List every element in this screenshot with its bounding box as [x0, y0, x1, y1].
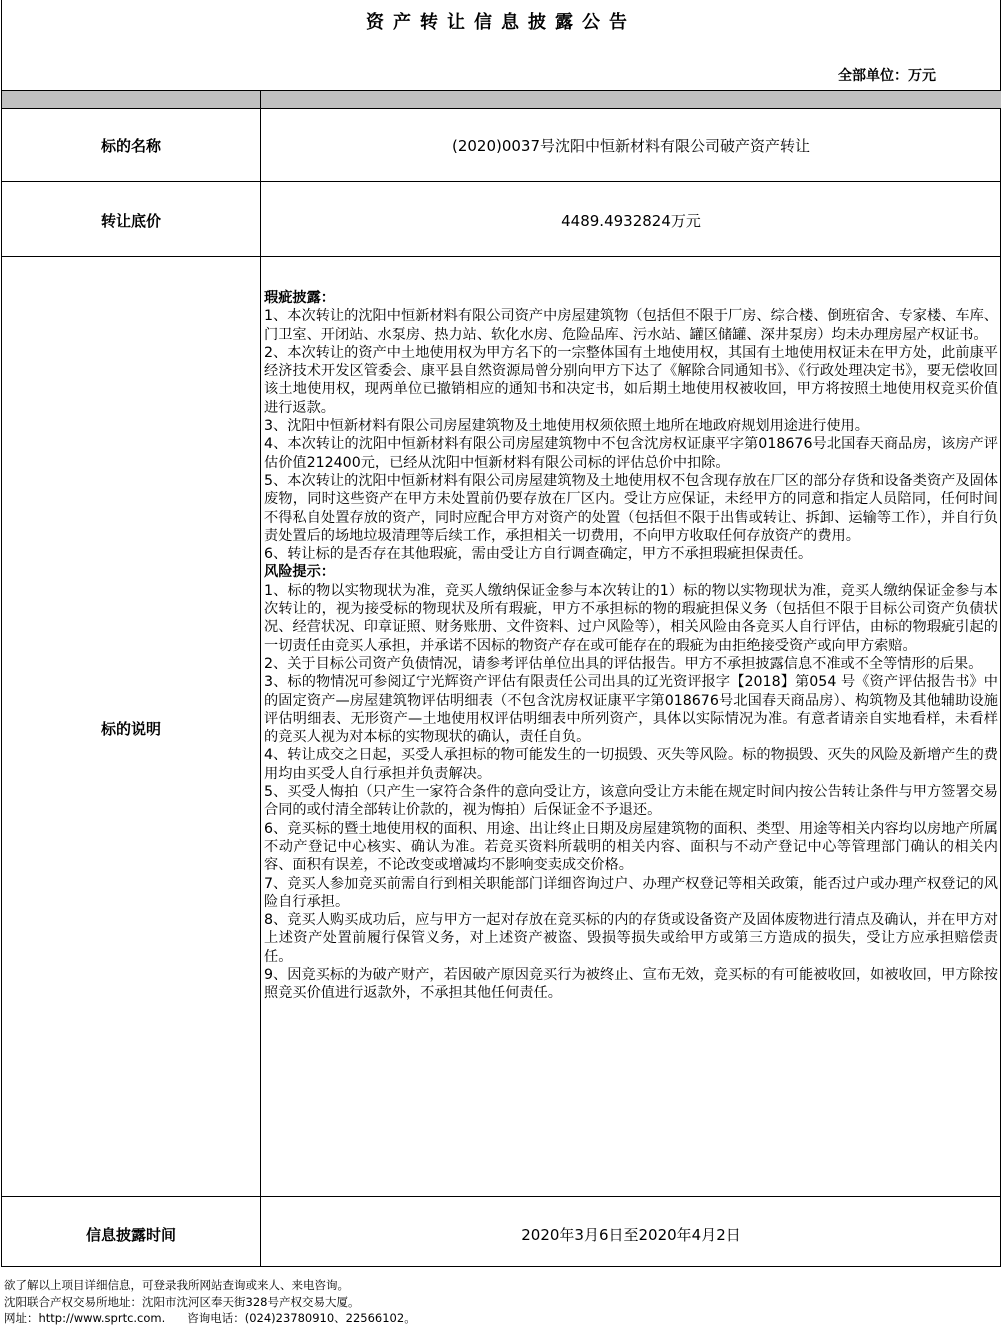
label-description: 标的说明 — [100, 720, 161, 738]
defects-heading: 瑕疵披露： — [264, 290, 335, 306]
band-divider — [260, 90, 261, 109]
label-asset-name: 标的名称 — [100, 137, 161, 155]
defect-item: 1、本次转让的沈阳中恒新材料有限公司资产中房屋建筑物（包括但不限于厂房、综合楼、倒班宿舍、专家楼、车库、门卫室、开闭站、水泵房、热力站、软化水房、危险品库、污水站、罐区储罐、深井泵房）均未办理房屋产权证书。 — [264, 308, 998, 343]
risk-item: 3、标的物情况可参阅辽宁光辉资产评估有限责任公司出具的辽光资评报字【2018】第054 号《资产评估报告书》中的固定资产—房屋建筑物评估明细表（不包含沈房权证康平字第018676号北国春天商品房）、构筑物及其他辅助设施评估明细表、无形资产—土地使用权评估明细表中所列资产，具体以实际情况为准。有意者请亲自实地看样，未看样的竞买人视为对本标的实物现状的确认，责任自负。 — [264, 674, 998, 746]
risk-item: 8、竞买人购买成功后，应与甲方一起对存放在竞买标的内的存货或设备资产及固体废物进行清点及确认，并在甲方对上述资产处置前履行保管义务，对上述资产被盗、毁损等损失或给甲方或第三方造成的损失，受让方应承担赔偿责任。 — [264, 912, 998, 965]
risk-item: 7、竞买人参加竞买前需自行到相关职能部门详细咨询过户、办理产权登记等相关政策，能否过户或办理产权登记的风险自行承担。 — [264, 875, 998, 910]
value-disclosure-period: 2020年3月6日至2020年4月2日 — [521, 1226, 741, 1244]
risks-heading: 风险提示： — [264, 564, 335, 581]
footer-line: 欲了解以上项目详细信息，可登录我所网站查询或来人、来电咨询。 — [4, 1278, 349, 1292]
defect-item: 5、本次转让的沈阳中恒新材料有限公司房屋建筑物及土地使用权不包含现存放在厂区的部分存货和设备类资产及固体废物，同时这些资产在甲方未处置前仍要存放在厂区内。受让方应保证，未经甲方的同意和指定人员陪同，任何时间不得私自处置存放的资产，同时应配合甲方对资产的处置（包括但不限于出售或转让、拆卸、运输等工作），并自行负责处置后的场地垃圾清理等后续工作，承担相关一切费用，不向甲方收取任何存放资产的费用。 — [264, 472, 998, 544]
risk-item: 2、关于目标公司资产负债情况，请参考评估单位出具的评估报告。甲方不承担披露信息不准或不全等情形的后果。 — [264, 655, 983, 672]
value-reserve-price: 4489.4932824万元 — [561, 212, 701, 230]
description-body — [264, 289, 998, 1003]
footer-address: 沈阳联合产权交易所地址：沈阳市沈河区奉天街328号产权交易大厦。 — [4, 1294, 360, 1309]
footer-note — [4, 1277, 416, 1327]
label-disclosure-period: 信息披露时间 — [85, 1226, 176, 1244]
value-asset-name: (2020)0037号沈阳中恒新材料有限公司破产资产转让 — [451, 137, 811, 155]
defect-item: 4、本次转让的沈阳中恒新材料有限公司房屋建筑物中不包含沈房权证康平字第018676号北国春天商品房，该房产评估价值212400元，已经从沈阳中恒新材料有限公司标的评估总价中扣除。 — [264, 436, 998, 471]
footer-contact: 网址：http://www.sprtc.com. 咨询电话：(024)23780910、22566102。 — [4, 1311, 416, 1325]
row-sep-3 — [1, 1196, 1001, 1197]
row-sep-2 — [1, 256, 1001, 257]
risk-item: 4、转让成交之日起，买受人承担标的物可能发生的一切损毁、灭失等风险。标的物损毁、灭失的风险及新增产生的费用均由买受人自行承担并负责解决。 — [264, 747, 998, 782]
risk-item: 9、因竞买标的为破产财产，若因破产原因竞买行为被终止、宣布无效，竞买标的有可能被收回，如被收回，甲方除按照竞买价值进行返款外，不承担其他任何责任。 — [264, 966, 998, 1002]
defect-item: 6、转让标的是否存在其他瑕疵，需由受让方自行调查确定，甲方不承担瑕疵担保责任。 — [264, 546, 813, 563]
page-title: 资产转让信息披露公告 — [366, 12, 636, 33]
row-sep-1 — [1, 181, 1001, 182]
row-sep-4 — [1, 1266, 1001, 1267]
frame-right — [1000, 0, 1001, 1267]
column-divider — [260, 90, 261, 1267]
unit-note: 全部单位：万元 — [838, 68, 936, 84]
defect-item: 3、沈阳中恒新材料有限公司房屋建筑物及土地使用权须依照土地所在地政府规划用途进行使用。 — [264, 418, 869, 435]
risk-item: 6、竞买标的暨土地使用权的面积、用途、出让终止日期及房屋建筑物的面积、类型、用途等相关内容均以房地产所属不动产登记中心核实、确认为准。若竞买资料所载明的相关内容、面积与不动产登记中心等管理部门确认的相关内容、面积有误差，不论改变或增减均不影响变卖成交价格。 — [264, 820, 998, 874]
defect-item: 2、本次转让的资产中土地使用权为甲方名下的一宗整体国有土地使用权，其国有土地使用权证未在甲方处，此前康平经济技术开发区管委会、康平县自然资源局曾分别向甲方下达了《解除合同通知书》、《行政处理决定书》，要无偿收回该土地使用权，现两单位已撤销相应的通知书和决定书，如后期土地使用权被收回，甲方将按照土地使用权竞买价值进行返款。 — [264, 344, 998, 416]
label-reserve-price: 转让底价 — [100, 212, 161, 230]
frame-left — [1, 0, 2, 1267]
risk-item: 5、买受人悔拍（只产生一家符合条件的意向受让方，该意向受让方未能在规定时间内按公告转让条件与甲方签署交易合同的或付清全部转让价款的，视为悔拍）后保证金不予退还。 — [264, 784, 998, 819]
risk-item: 1、标的物以实物现状为准，竞买人缴纳保证金参与本次转让的1）标的物以实物现状为准，竞买人缴纳保证金参与本次转让的，视为接受标的物现状及所有瑕疵，甲方不承担标的物的瑕疵担保义务（包括但不限于目标公司资产负债状况、经营状况、印章证照、财务账册、文件资料、过户风险等），相关风险由各竞买人自行评估，由标的物瑕疵引起的一切责任由竞买人承担，并承诺不因标的物资产存在或可能存在的瑕疵为由拒绝接受资产或向甲方索赔。 — [264, 582, 998, 654]
header-band — [2, 90, 1001, 109]
